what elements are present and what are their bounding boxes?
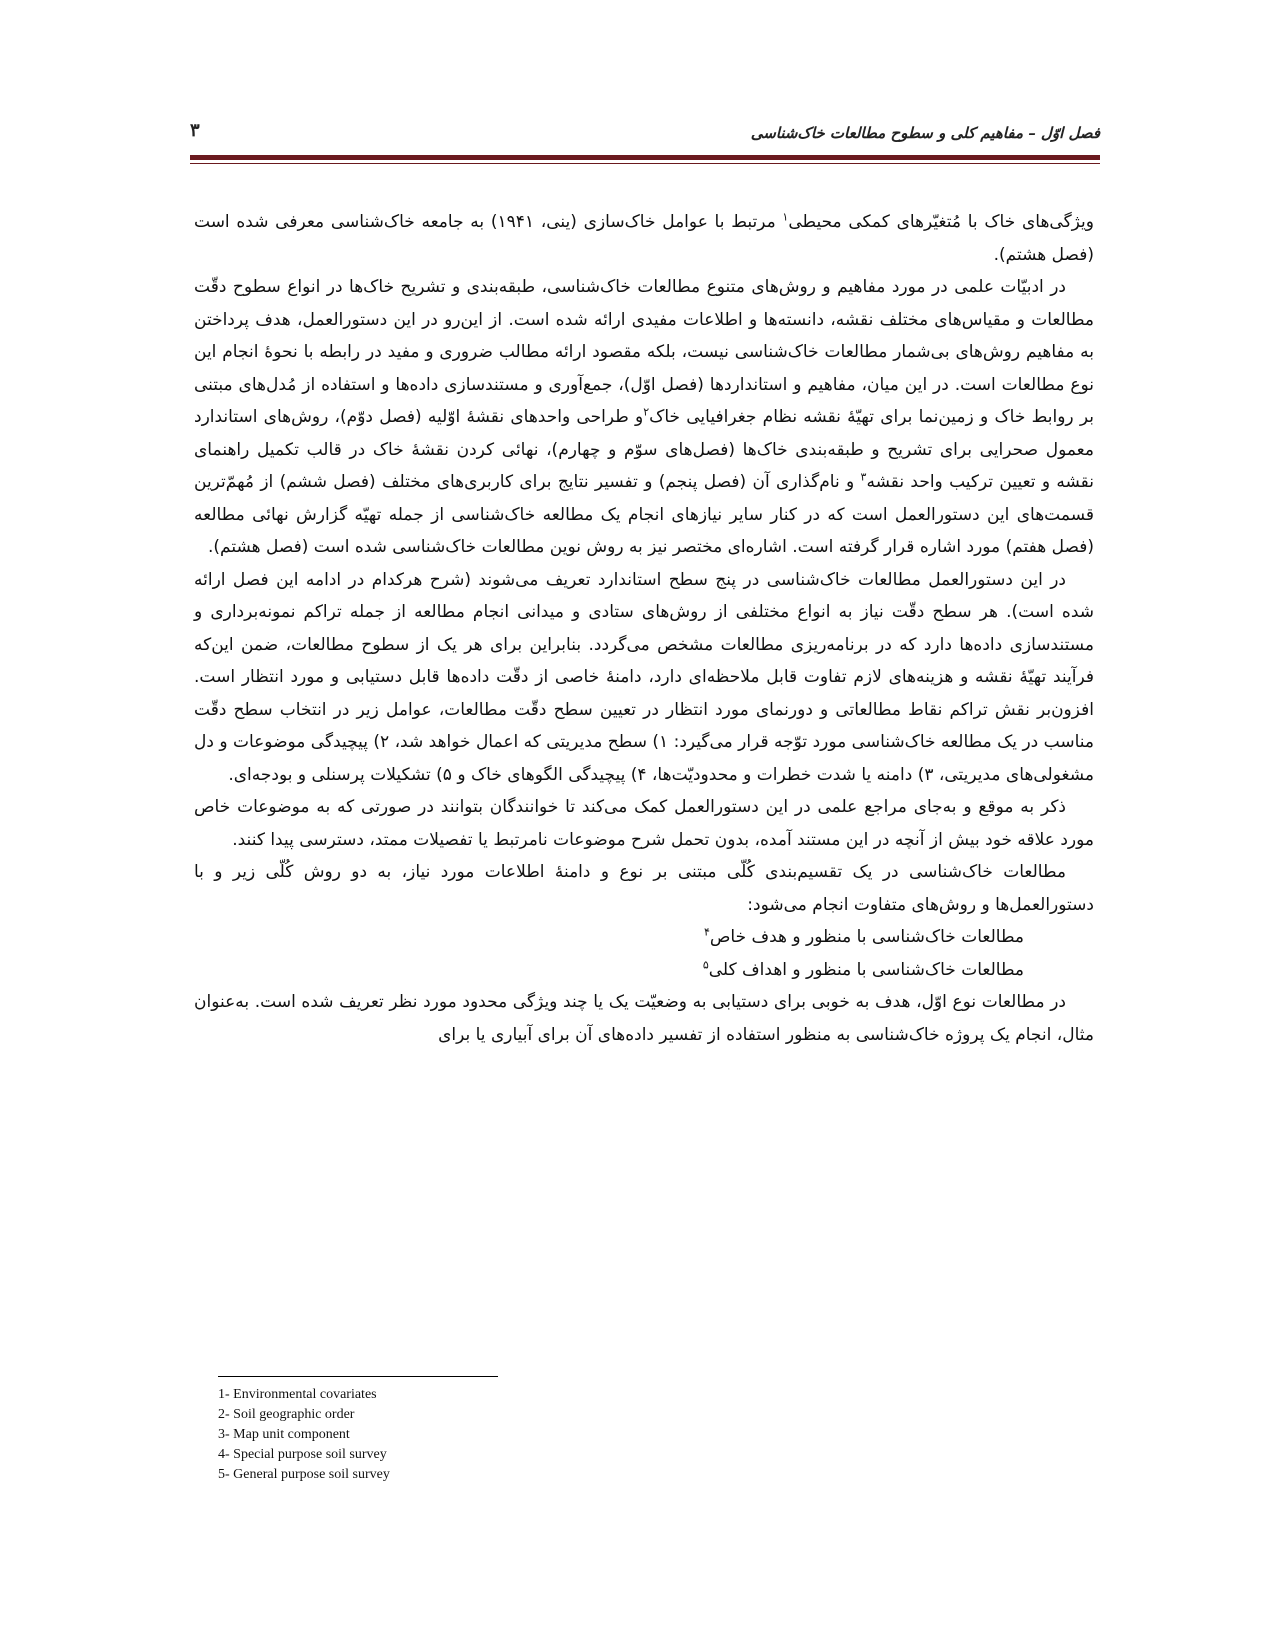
- footnote-ref-1[interactable]: ۱: [782, 210, 789, 224]
- list-item-1: مطالعات خاک‌شناسی با منظور و هدف خاص$^۴$: [703, 925, 1024, 947]
- footnote-ref-2[interactable]: ۲: [643, 405, 650, 419]
- footnote-4: 4- Special purpose soil survey: [218, 1447, 387, 1462]
- footnote-5: 5- General purpose soil survey: [218, 1467, 390, 1482]
- footnote-ref-3[interactable]: ۳: [860, 470, 867, 484]
- paragraph-5: مطالعات خاک‌شناسی در یک تقسیم‌بندی کُلّی مبتنی بر نوع و دامنهٔ اطلاعات مورد نیاز، به دو روش کُلّی زیر و با دستورالعمل‌ها و روش‌های متفاوت انجام می‌شود:: [194, 862, 1094, 915]
- body-text: [194, 206, 1094, 1051]
- paragraph-1: ویژگی‌های خاک با مُتغیّرهای کمکی محیطی$^۱$ مرتبط با عوامل خاک‌سازی (ینی، ۱۹۴۱) به جامعه خاک‌شناسی معرفی شده است (فصل هشتم).: [194, 210, 1094, 265]
- footnotes: [218, 1385, 718, 1485]
- list-item-2: مطالعات خاک‌شناسی با منظور و اهداف کلی$^۵$: [702, 957, 1024, 980]
- header-rule-thick: [190, 155, 1100, 160]
- paragraph-2: در ادبیّات علمی در مورد مفاهیم و روش‌های متنوع مطالعات خاک‌شناسی، طبقه‌بندی و تشریح خاک‌ها در انواع سطوح دقّت مطالعات و مقیاس‌های مختلف نقشه، دانسته‌ها و اطلاعات مفیدی ارائه شده است. از این‌رو در این دستورالعمل، هدف پرداختن به مفاهیم روش‌های بی‌شمار مطالعات خاک‌شناسی نیست، بلکه مقصود ارائه مطالب ضروری و مفید در رابطه با نحوهٔ انجام این نوع مطالعات است. در این میان، مفاهیم و استانداردها (فصل اوّل)، جمع‌آوری و مستندسازی داده‌ها و استفاده از مُدل‌های مبتنی بر روابط خاک و زمین‌نما برای تهیّهٔ نقشه نظام جغرافیایی خاک$^۲$و طراحی واحدهای نقشهٔ اوّلیه (فصل دوّم)، روش‌های استاندارد معمول صحرایی برای تشریح و طبقه‌بندی خاک‌ها (فصل‌های سوّم و چهارم)، نهائی کردن نقشهٔ خاک در قالب تکمیل راهنمای نقشه و تعیین ترکیب واحد نقشه$^۳$ و نام‌گذاری آن (فصل پنجم) و تفسیر نتایج برای کاربری‌های مختلف (فصل ششم) از مُهمّ‌ترین قسمت‌های این دستورالعمل است که در کنار سایر نیازهای انجام یک مطالعه خاک‌شناسی از جمله تهیّه گزارش نهائی مطالعه (فصل هفتم) مورد اشاره قرار گرفته است. اشاره‌ای مختصر نیز به روش نوین مطالعات خاک‌شناسی شده است (فصل هشتم).: [194, 277, 1094, 557]
- paragraph-6: در مطالعات نوع اوّل، هدف به خوبی برای دستیابی به وضعیّت یک یا چند ویژگی محدود مورد نظر تعریف شده است. به‌عنوان مثال، انجام یک پروژه خاک‌شناسی به منظور استفاده از تفسیر داده‌های آن برای آبیاری یا برای: [194, 992, 1094, 1045]
- header-rule-thin: [190, 163, 1100, 164]
- footnote-separator: [218, 1376, 498, 1377]
- footnote-3: 3- Map unit component: [218, 1427, 350, 1442]
- paragraph-4: ذکر به موقع و به‌جای مراجع علمی در این دستورالعمل کمک می‌کند تا خوانندگان بتوانند در صورتی که به موضوعات خاص مورد علاقه خود بیش از آنچه در این مستند آمده، بدون تحمل شرح موضوعات نامرتبط یا تفصیلات ممتد، دسترسی پیدا کنند.: [194, 797, 1094, 850]
- footnote-2: 2- Soil geographic order: [218, 1407, 355, 1422]
- footnote-ref-4[interactable]: ۴: [703, 925, 710, 939]
- paragraph-3: در این دستورالعمل مطالعات خاک‌شناسی در پنج سطح استاندارد تعریف می‌شوند (شرح هرکدام در ادامه این فصل ارائه شده است). هر سطح دقّت نیاز به انواع مختلفی از روش‌های ستادی و میدانی انجام مطالعه از جمله تراکم نمونه‌برداری و مستندسازی داده‌ها دارد که در برنامه‌ریزی مطالعات مشخص می‌گردد. بنابراین برای هر یک از سطوح مطالعات، ضمن این‌که فرآیند تهیّهٔ نقشه و هزینه‌های لازم تفاوت قابل ملاحظه‌ای دارد، دامنهٔ خاصی از دقّت داده‌ها قابل دستیابی و مورد انتظار است. افزون‌بر نقش تراکم نقاط مطالعاتی و دورنمای مورد انتظار در تعیین سطح دقّت مطالعات، عوامل زیر در انتخاب سطح دقّت مناسب در یک مطالعه خاک‌شناسی مورد توّجه قرار می‌گیرد: ۱) سطح مدیریتی که اعمال خواهد شد، ۲) پیچیدگی موضوعات و دل مشغولی‌های مدیریتی، ۳) دامنه یا شدت خطرات و محدودیّت‌ها، ۴) پیچیدگی الگوهای خاک و ۵) تشکیلات پرسنلی و بودجه‌ای.: [194, 569, 1095, 785]
- page-number: ۳: [190, 120, 200, 141]
- footnote-1: 1- Environmental covariates: [218, 1387, 377, 1402]
- running-header: [190, 120, 1100, 150]
- footnote-ref-5[interactable]: ۵: [702, 957, 709, 971]
- header-title: فصل اوّل – مفاهیم کلی و سطوح مطالعات خاک‌شناسی: [750, 124, 1100, 142]
